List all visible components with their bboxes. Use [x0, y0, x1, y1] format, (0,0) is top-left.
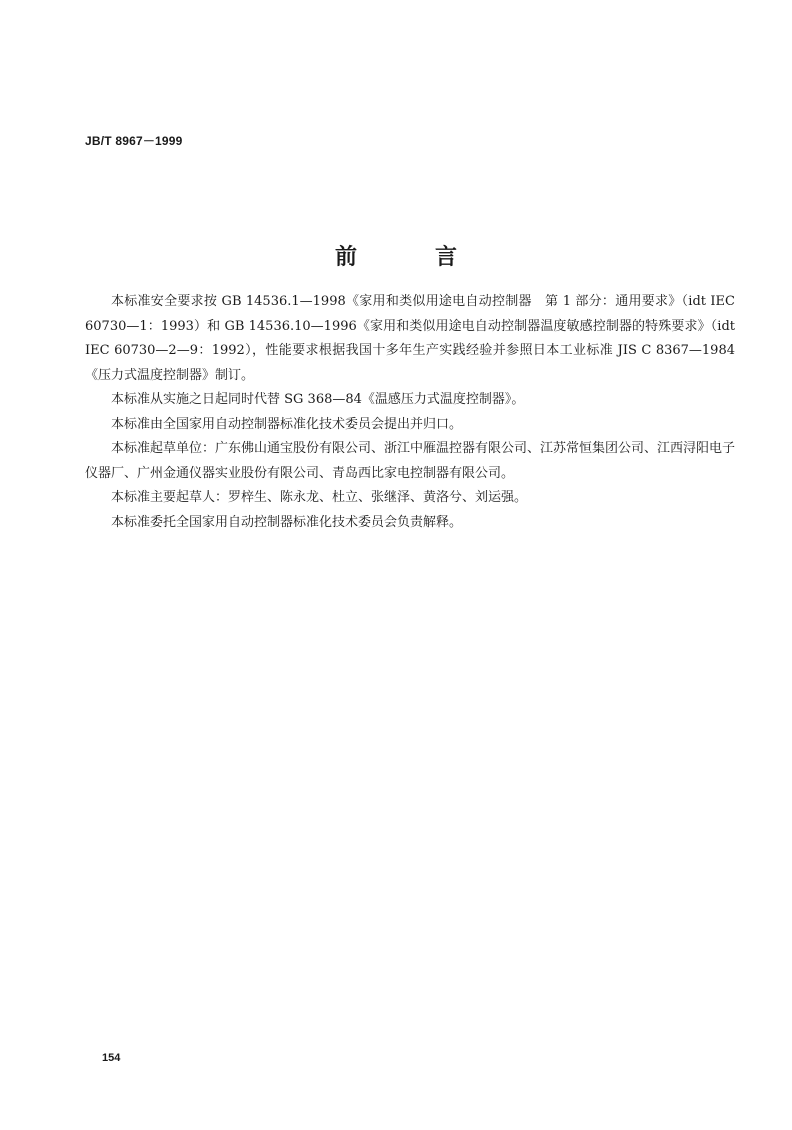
page-number: 154: [102, 1052, 121, 1064]
paragraph-replaces: 本标准从实施之日起同时代替 SG 368—84《温感压力式温度控制器》。: [111, 392, 525, 407]
paragraph-drafting-units: 本标准起草单位：广东佛山通宝股份有限公司、浙江中雁温控器有限公司、江苏常恒集团公司、江西浔阳电子仪器厂、广州金通仪器实业股份有限公司、青岛西比家电控制器有限公司。: [85, 441, 736, 481]
paragraph-interpretation: 本标准委托全国家用自动控制器标准化技术委员会负责解释。: [111, 514, 463, 530]
page-title: 前 言: [334, 244, 485, 270]
paragraph-proposed-by: 本标准由全国家用自动控制器标准化技术委员会提出并归口。: [111, 416, 463, 432]
standard-code-header: JB/T 8967－1999: [85, 134, 183, 148]
foreword-body: [85, 290, 735, 535]
paragraph-drafters: 本标准主要起草人：罗梓生、陈永龙、杜立、张继泽、黄洛兮、刘运强。: [111, 490, 528, 505]
paragraph-requirements: 本标准安全要求按 GB 14536.1—1998《家用和类似用途电自动控制器 第 1 部分：通用要求》（idt IEC 60730—1：1993）和 GB 14536.10—1996《家用和类似用途电自动控制器温度敏感控制器的特殊要求》（idt IEC 60730—2—9：1992），性能要求根据我国十多年生产实践经验并参照日本工业标准 JIS C 8367—1984《压力式温度控制器》制订。: [85, 294, 735, 383]
